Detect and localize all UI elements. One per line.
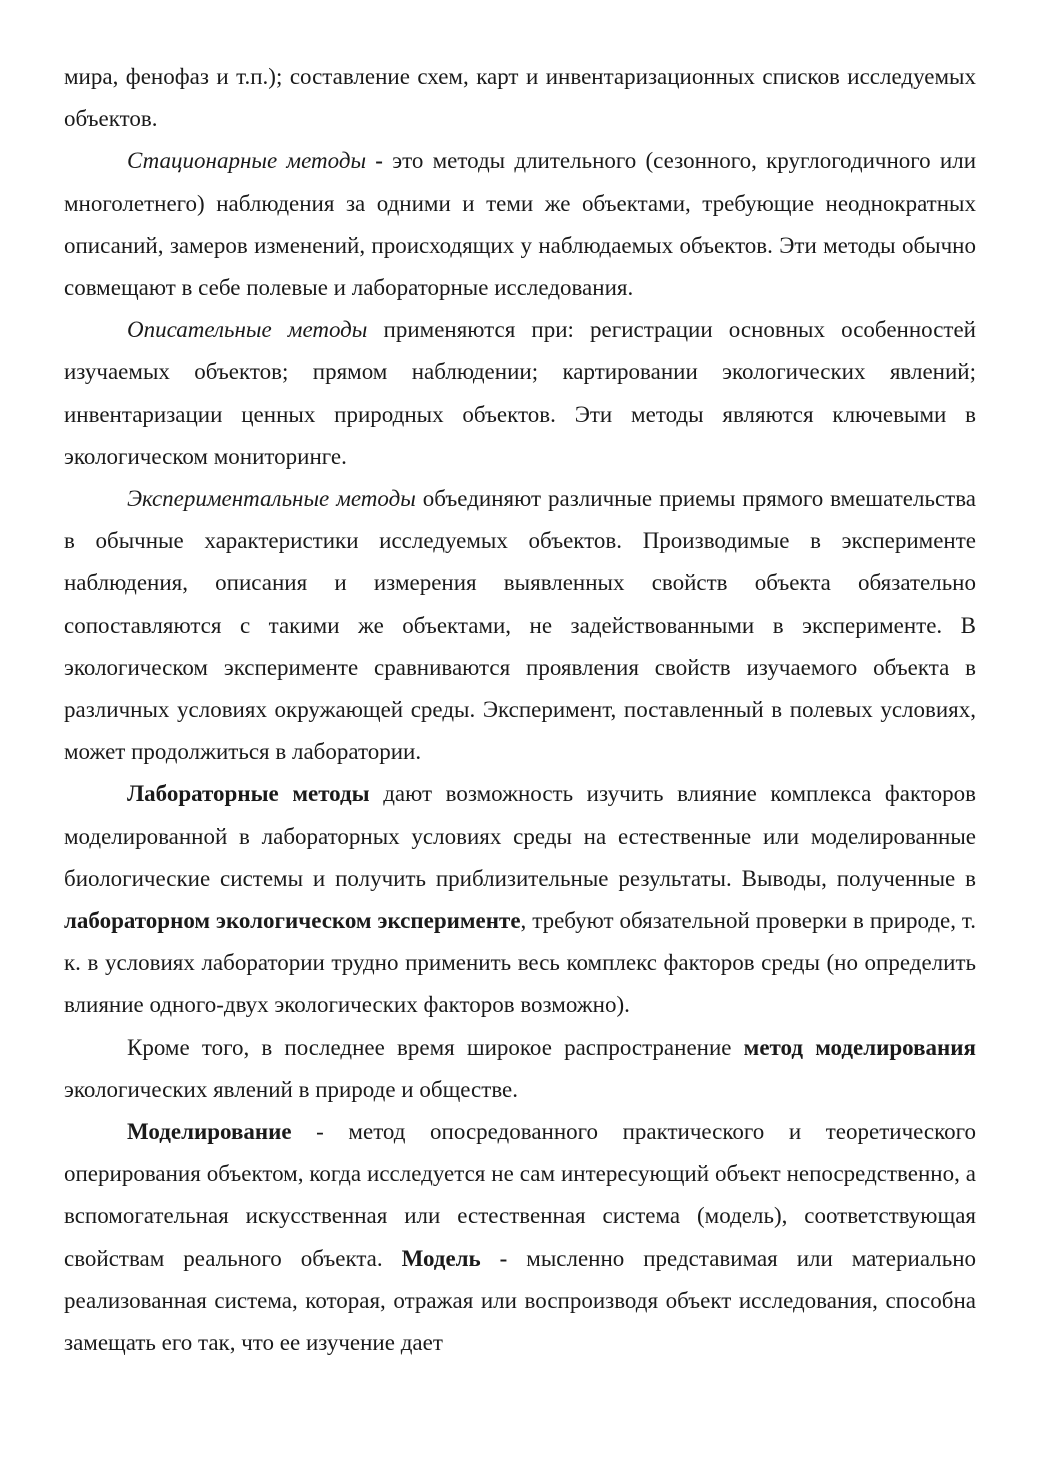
paragraph-text: мысленно представимая или материально реализованная система, которая, отражая или воспроизводя объект исследования, способна замещать его так, что ее изучение дает xyxy=(64,1245,976,1356)
term-descriptive-methods: Описательные методы xyxy=(127,317,368,343)
paragraph-text: экологических явлений в природе и обществе. xyxy=(64,1076,519,1102)
paragraph-stationary-methods xyxy=(64,140,976,309)
term-model: Модель - xyxy=(401,1245,508,1271)
paragraph-text: объединяют различные приемы прямого вмешательства в обычные характеристики исследуемых объектов. Производимые в эксперименте наблюдения, описания и измерения выявленных свойств объекта обязательно сопоставляются с такими же объектами, не задействованными в эксперименте. В экологическом эксперименте сравниваются проявления свойств изучаемого объекта в различных условиях окружающей среды. Эксперимент, поставленный в полевых условиях, может продолжиться в лаборатории. xyxy=(64,486,976,765)
term-stationary-methods: Стационарные методы xyxy=(127,148,367,174)
paragraph-text: применяются при: регистрации основных особенностей изучаемых объектов; прямом наблюдении; картировании экологических явлений; инвентаризации ценных природных объектов. Эти методы являются ключевыми в экологическом мониторинге. xyxy=(64,317,976,469)
paragraph-modeling-method xyxy=(64,1027,976,1111)
term-dash: - xyxy=(366,148,393,174)
paragraph-text: дают возможность изучить влияние комплекса факторов моделированной в лабораторных условиях среды на естественные или моделированные биологические системы и получить приблизительные результаты. Выводы, полученные в xyxy=(64,781,976,891)
paragraph-laboratory-methods xyxy=(64,773,976,1026)
paragraph-experimental-methods xyxy=(64,478,976,773)
term-laboratory-methods: Лабораторные методы xyxy=(127,781,370,807)
paragraph-text: мира, фенофаз и т.п.); составление схем, карт и инвентаризационных списков исследуемых объектов. xyxy=(64,64,976,132)
term-laboratory-experiment: лабораторном экологическом эксперименте xyxy=(64,908,521,934)
paragraph-continuation xyxy=(64,56,976,140)
term-experimental-methods: Экспериментальные методы xyxy=(127,486,416,512)
paragraph-text: это методы длительного (сезонного, круглогодичного или многолетнего) наблюдения за одними и теми же объектами, требующие неоднократных описаний, замеров изменений, происходящих у наблюдаемых объектов. Эти методы обычно совмещают в себе полевые и лабораторные исследования. xyxy=(64,148,976,301)
paragraph-modeling-definition xyxy=(64,1111,976,1364)
paragraph-descriptive-methods xyxy=(64,309,976,478)
term-modeling: Моделирование xyxy=(127,1119,292,1145)
paragraph-text: , требуют обязательной проверки в природе, т. к. в условиях лаборатории трудно применить весь комплекс факторов среды (но определить влияние одного-двух экологических факторов возможно). xyxy=(64,908,976,1018)
paragraph-text: Кроме того, в последнее время широкое распространение xyxy=(127,1034,744,1060)
paragraph-text: - метод опосредованного практического и теоретического оперирования объектом, когда исследуется не сам интересующий объект непосредственно, а вспомогательная искусственная или естественная система (модель), соответствующая свойствам реального объекта. xyxy=(64,1119,976,1271)
document-page xyxy=(64,56,976,1364)
term-modeling-method: метод моделирования xyxy=(743,1034,976,1060)
